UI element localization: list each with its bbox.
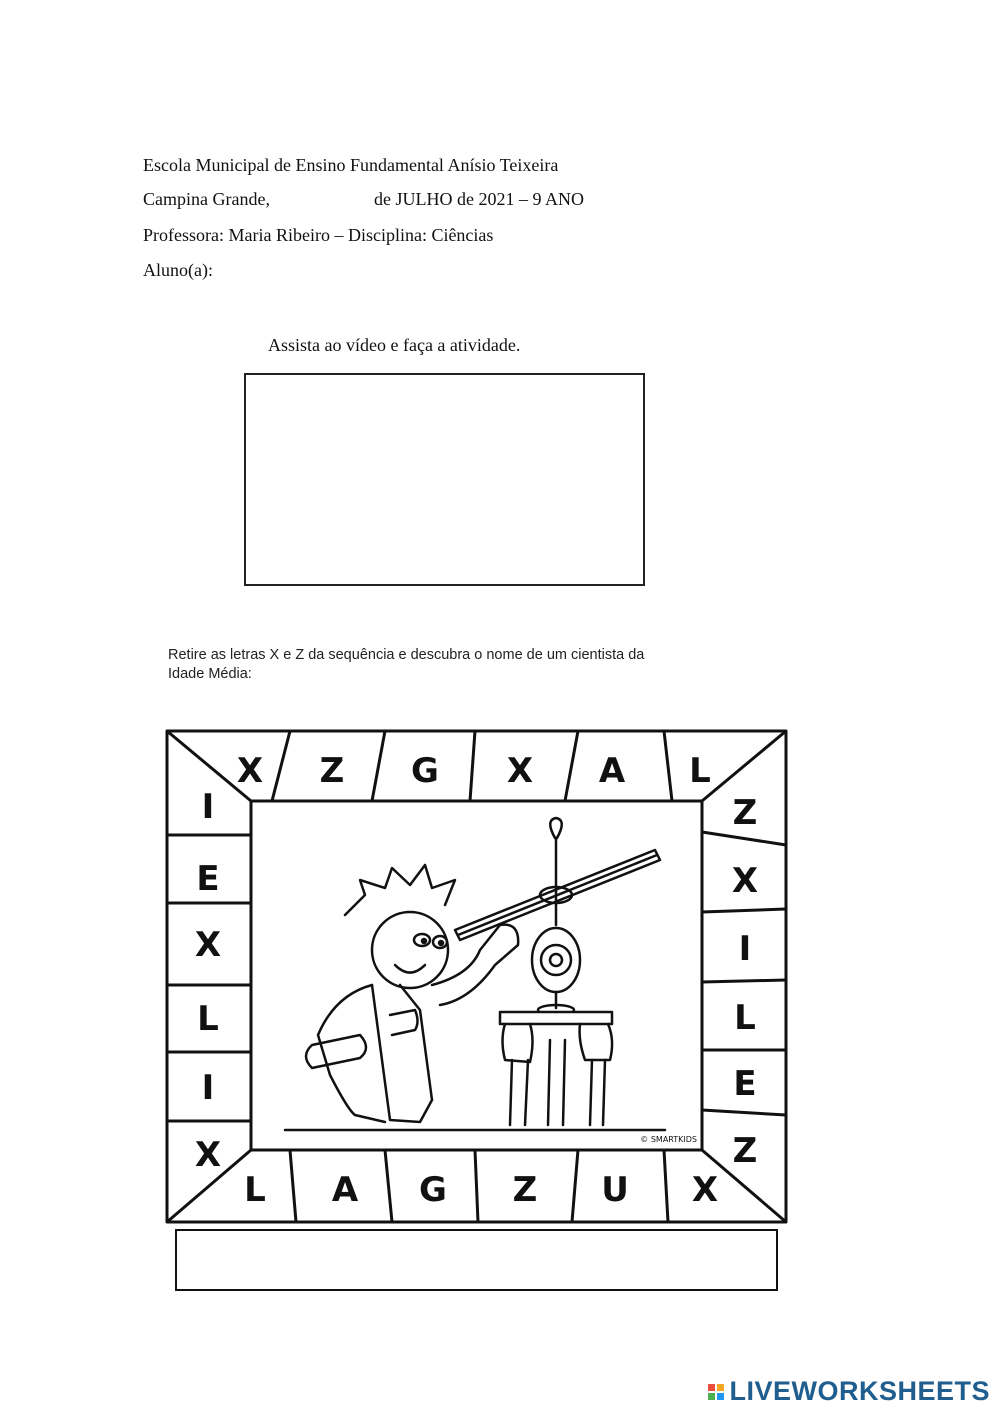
right-letter-5: E — [733, 1064, 757, 1104]
city-name: Campina Grande, — [143, 189, 270, 209]
school-name: Escola Municipal de Ensino Fundamental Anísio Teixeira — [143, 155, 559, 175]
right-letter-1: Z — [732, 793, 758, 833]
bottom-letter-2: A — [331, 1170, 359, 1210]
top-letter-6: L — [689, 751, 711, 791]
copyright-text: © SMARTKIDS — [640, 1135, 697, 1144]
scientist-illustration — [285, 818, 665, 1130]
bottom-letter-3: G — [419, 1170, 447, 1210]
bottom-letter-4: Z — [512, 1170, 538, 1210]
task-line-1: Retire as letras X e Z da sequência e descubra o nome de um cientista da — [168, 647, 645, 663]
top-letter-3: G — [411, 751, 439, 791]
brand-block-4 — [717, 1393, 724, 1400]
right-letter-4: L — [734, 998, 756, 1038]
left-letter-5: I — [201, 1068, 215, 1108]
left-letter-2: E — [196, 859, 220, 899]
teacher-line: Professora: Maria Ribeiro – Disciplina: Ciências — [143, 225, 494, 245]
student-label: Aluno(a): — [143, 260, 213, 280]
bottom-letter-5: U — [601, 1170, 629, 1210]
brand-block-1 — [708, 1384, 715, 1391]
date-text: de JULHO de 2021 – 9 ANO — [373, 189, 584, 209]
left-letter-1: I — [201, 787, 215, 827]
right-letter-6: Z — [732, 1131, 758, 1171]
brand-blocks-icon — [707, 1383, 725, 1401]
brand-block-2 — [717, 1384, 724, 1391]
task-line-2: Idade Média: — [168, 666, 252, 682]
top-letter-4: X — [506, 751, 534, 791]
left-letter-4: L — [197, 999, 219, 1039]
left-letter-6: X — [194, 1135, 222, 1175]
brand-block-3 — [708, 1393, 715, 1400]
right-letter-3: I — [738, 929, 752, 969]
right-letter-2: X — [731, 861, 759, 901]
brand-name: LIVEWORKSHEETS — [729, 1376, 990, 1406]
top-letter-2: Z — [319, 751, 345, 791]
top-letter-5: A — [598, 751, 626, 791]
outer-frame — [167, 731, 786, 1222]
top-letter-1: X — [236, 751, 264, 791]
answer-input-box[interactable] — [175, 1229, 778, 1291]
left-letter-3: X — [194, 925, 222, 965]
brand-logo — [707, 1376, 990, 1407]
inner-frame — [251, 801, 702, 1150]
instruction-text: Assista ao vídeo e faça a atividade. — [268, 335, 521, 355]
bottom-letter-1: L — [244, 1170, 266, 1210]
bottom-letter-6: X — [691, 1170, 719, 1210]
